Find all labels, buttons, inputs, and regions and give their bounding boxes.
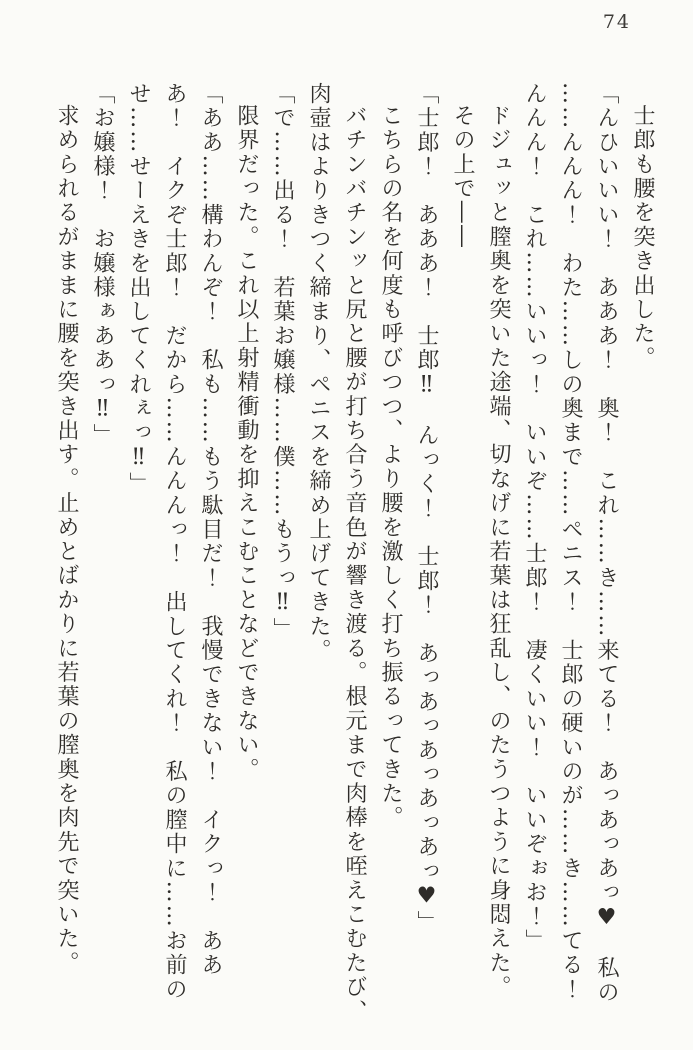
text-line: その上で―― <box>450 104 475 250</box>
text-line: ドジュッと膣奥を突いた途端、切なげに若葉は狂乱し、のたうつように身悶えた。 <box>486 104 511 1000</box>
text-line: こちらの名を何度も呼びつつ、より腰を激しく打ち振るってきた。 <box>378 104 403 830</box>
text-line: 肉壺はよりきつく締まり、ペニスを締め上げてきた。 <box>306 82 331 663</box>
text-block <box>48 82 660 1032</box>
text-line: 士郎も腰を突き出した。 <box>630 104 655 371</box>
text-line: 「で……出る！ 若葉お嬢様……僕……もうっ‼」 <box>270 82 295 642</box>
text-line: 求められるがままに腰を突き出す。止めとばかりに若葉の膣奥を肉先で突いた。 <box>54 104 79 976</box>
text-line: せ……せーえきを出してくれぇっ‼」 <box>126 82 151 497</box>
text-line: 「士郎！ あああ！ 士郎‼ んっく！ 士郎！ あっあっあっあっあっ♥」 <box>414 82 439 935</box>
text-line: ……んんん！ わた……しの奥まで……ペニス！ 士郎の硬いのが……き……てる！ <box>558 82 583 1002</box>
text-line: 「お嬢様！ お嬢様ぁああっ‼」 <box>90 82 115 448</box>
text-line: 「ああ……構わんぞ！ 私も……もう駄目だ！ 我慢できない！ イクっ！ ああ <box>198 82 223 978</box>
text-line: 「んひいいい！ あああ！ 奥！ これ……き……来てる！ あっあっあっ♥ 私の <box>594 82 619 1005</box>
text-line: バチンバチンッと尻と腰が打ち合う音色が響き渡る。根元まで肉棒を咥えこむたび、 <box>342 104 367 1024</box>
text-line: 限界だった。これ以上射精衝動を抑えこむことなどできない。 <box>234 104 259 782</box>
page-number: 74 <box>602 11 631 33</box>
text-line: あ！ イクぞ士郎！ だから……んんんっ！ 出してくれ！ 私の膣中に……お前の <box>162 82 187 1002</box>
text-line: んんん！ これ……いいっ！ いいぞ……士郎！ 凄くいい！ いいぞぉお！」 <box>522 82 547 954</box>
